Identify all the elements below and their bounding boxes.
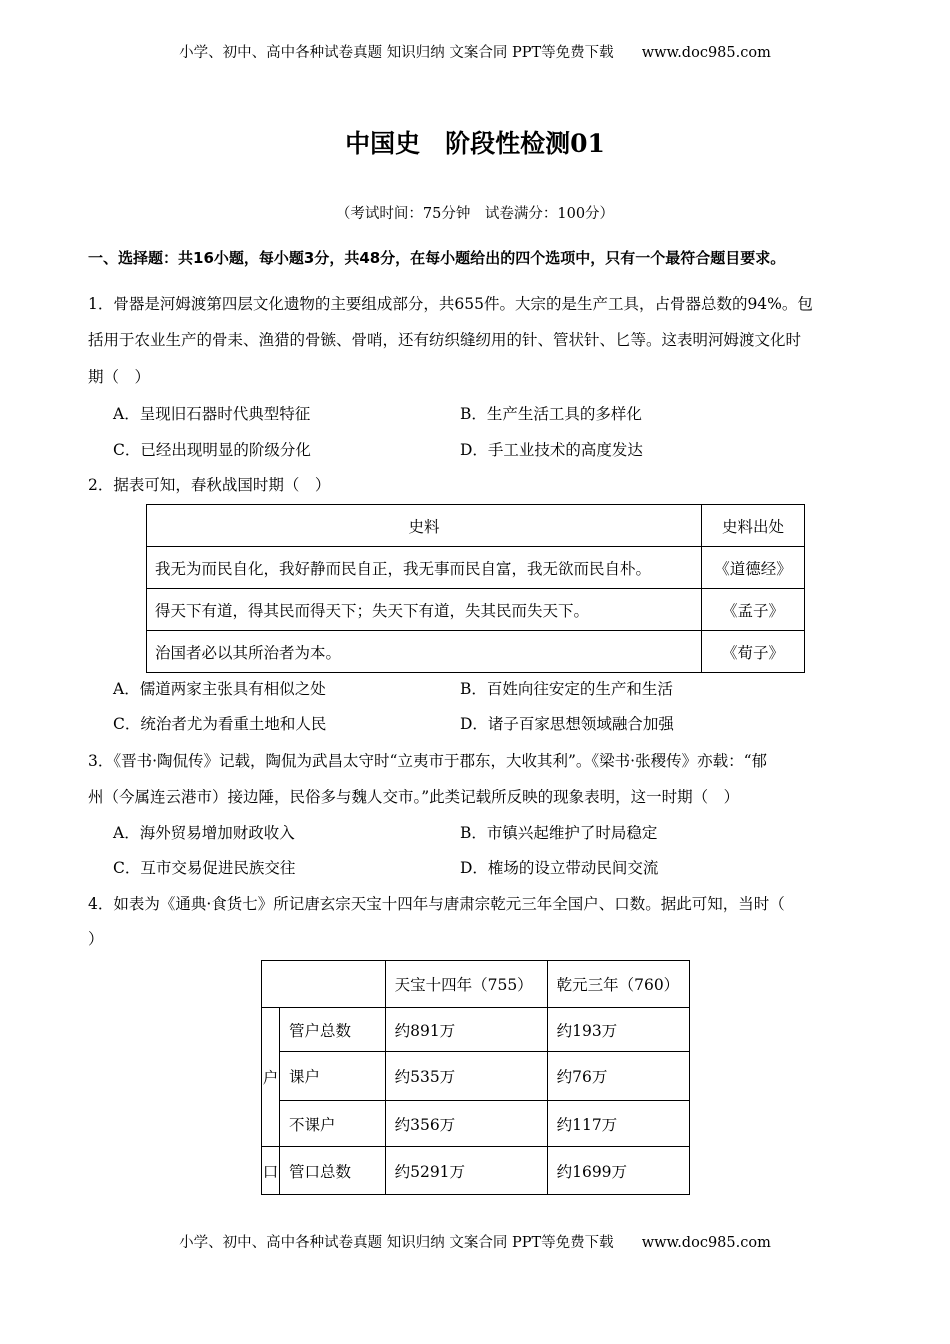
- table-row: [147, 547, 805, 589]
- section-heading: 一、选择题：共16小题，每小题3分，共48分，在每小题给出的四个选项中，只有一个最符合题目要求。: [88, 249, 786, 267]
- table-row: [262, 1101, 690, 1147]
- q3-line: 州（今属连云港市）接边陲，民俗多与魏人交市。”此类记载所反映的现象表明，这一时期（ ）: [88, 788, 740, 806]
- q1-option-d: D．手工业技术的高度发达: [460, 441, 643, 459]
- table-cell: 约117万: [547, 1101, 689, 1147]
- table-cell: 治国者必以其所治者为本。: [147, 631, 702, 673]
- q4-table: [261, 960, 690, 1195]
- q3-option-a: A．海外贸易增加财政收入: [113, 824, 295, 842]
- q1-line: 期（ ）: [88, 368, 151, 386]
- table-cell: 不课户: [280, 1101, 386, 1147]
- q2-option-a: A．儒道两家主张具有相似之处: [113, 680, 326, 698]
- q1-option-a: A．呈现旧石器时代典型特征: [113, 405, 311, 423]
- q2-option-c: C．统治者尤为看重土地和人民: [113, 715, 327, 733]
- group-label-kou: 口: [262, 1147, 280, 1195]
- table-header: 乾元三年（760）: [547, 961, 689, 1008]
- page-title: 中国史 阶段性检测01: [345, 129, 605, 158]
- table-cell: 得天下有道，得其民而得天下；失天下有道，失其民而失天下。: [147, 589, 702, 631]
- table-header: 史料出处: [702, 505, 805, 547]
- table-row: [262, 1052, 690, 1101]
- table-cell: 约1699万: [547, 1147, 689, 1195]
- table-cell: 管口总数: [280, 1147, 386, 1195]
- table-cell: 约76万: [547, 1052, 689, 1101]
- q2-stem: 2．据表可知，春秋战国时期（ ）: [88, 476, 331, 494]
- q3-option-c: C．互市交易促进民族交往: [113, 859, 296, 877]
- table-cell: 管户总数: [280, 1008, 386, 1052]
- header-url[interactable]: www.doc985.com: [641, 45, 771, 61]
- table-cell: 《道德经》: [702, 547, 805, 589]
- footer-text: 小学、初中、高中各种试卷真题 知识归纳 文案合同 PPT等免费下载: [179, 1235, 614, 1251]
- table-cell: 约193万: [547, 1008, 689, 1052]
- q4-line: ）: [88, 930, 104, 948]
- table-cell: 约356万: [385, 1101, 547, 1147]
- table-header: 史料: [147, 505, 702, 547]
- exam-info: （考试时间：75分钟 试卷满分：100分）: [335, 206, 615, 222]
- q2-option-b: B．百姓向往安定的生产和生活: [460, 680, 673, 698]
- q1-line: 1．骨器是河姆渡第四层文化遗物的主要组成部分，共655件。大宗的是生产工具，占骨器总数的94%。包: [88, 295, 813, 313]
- q2-table: [146, 504, 805, 673]
- table-cell: 课户: [280, 1052, 386, 1101]
- q1-line: 括用于农业生产的骨耒、渔猎的骨镞、骨哨，还有纺织缝纫用的针、管状针、匕等。这表明河姆渡文化时: [88, 331, 802, 349]
- table-corner: [262, 961, 386, 1008]
- group-label-hu: 户: [262, 1008, 280, 1147]
- page-header: [0, 41, 950, 62]
- q3-line: 3．《晋书·陶侃传》记载，陶侃为武昌太守时“立夷市于郡东，大收其利”。《梁书·张稷传》亦载：“郁: [88, 752, 767, 770]
- q3-option-d: D．榷场的设立带动民间交流: [460, 859, 659, 877]
- q2-option-d: D．诸子百家思想领域融合加强: [460, 715, 674, 733]
- q3-option-b: B．市镇兴起维护了时局稳定: [460, 824, 658, 842]
- q1-option-c: C．已经出现明显的阶级分化: [113, 441, 311, 459]
- table-cell: 约535万: [385, 1052, 547, 1101]
- table-row: [262, 1008, 690, 1052]
- header-text: 小学、初中、高中各种试卷真题 知识归纳 文案合同 PPT等免费下载: [179, 45, 614, 61]
- table-cell: 《荀子》: [702, 631, 805, 673]
- table-cell: 约891万: [385, 1008, 547, 1052]
- table-row: [147, 631, 805, 673]
- table-cell: 《孟子》: [702, 589, 805, 631]
- q1-option-b: B．生产生活工具的多样化: [460, 405, 642, 423]
- table-cell: 我无为而民自化，我好静而民自正，我无事而民自富，我无欲而民自朴。: [147, 547, 702, 589]
- table-header: 天宝十四年（755）: [385, 961, 547, 1008]
- footer-url[interactable]: www.doc985.com: [641, 1235, 771, 1251]
- q4-line: 4．如表为《通典·食货七》所记唐玄宗天宝十四年与唐肃宗乾元三年全国户、口数。据此可知，当时（: [88, 895, 785, 913]
- page-footer: [0, 1231, 950, 1252]
- table-cell: 约5291万: [385, 1147, 547, 1195]
- table-row: [147, 589, 805, 631]
- table-row: [262, 1147, 690, 1195]
